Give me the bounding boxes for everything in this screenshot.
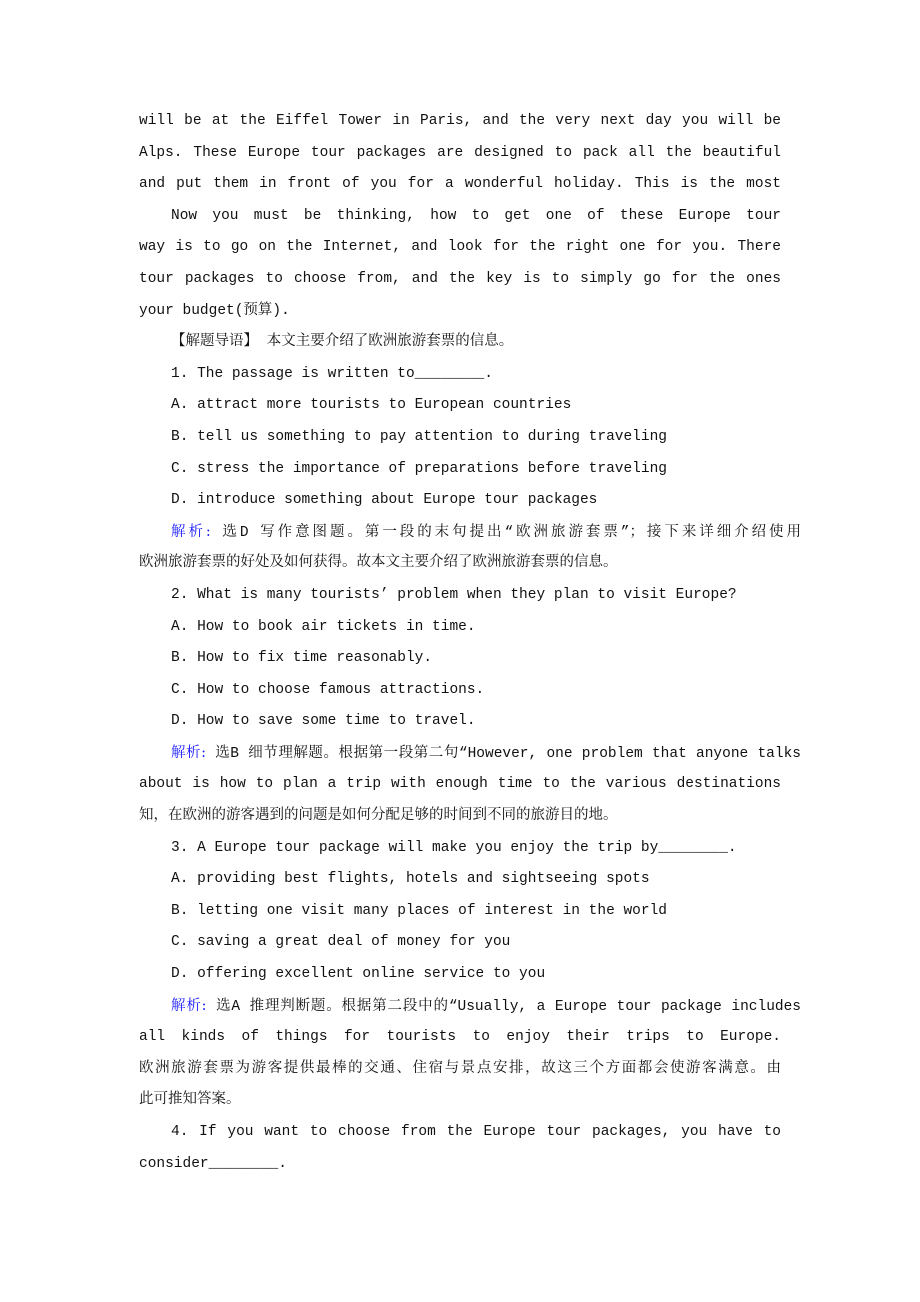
text-line (139, 359, 801, 391)
text-line (139, 612, 801, 644)
text-line (139, 959, 801, 991)
answer-explanation-line (139, 738, 801, 770)
line-text: about is how to plan a trip with enough time to the various destinations (139, 776, 781, 793)
text-line (139, 169, 781, 201)
text-line (139, 454, 801, 486)
text-line (139, 643, 801, 675)
explanation-label: 解析: (171, 523, 211, 540)
text-line (139, 864, 801, 896)
text-line (139, 548, 801, 580)
line-text: D. introduce something about Europe tour packages (171, 492, 598, 509)
line-text: B. How to fix time reasonably. (171, 650, 433, 667)
line-text: 2. What is many tourists’ problem when they plan to visit Europe? (171, 586, 737, 603)
text-line (139, 264, 781, 296)
line-text: A. providing best flights, hotels and sightseeing spots (171, 871, 650, 888)
text-line (139, 1085, 801, 1117)
text-line (139, 833, 801, 865)
text-line (139, 201, 781, 233)
line-text: 知，在欧洲的游客遇到的问题是如何分配足够的时间到不同的旅游目的地。 (139, 808, 618, 825)
line-text: Now you must be thinking, how to get one of these Europe tour (171, 207, 781, 224)
line-text: 4. If you want to choose from the Europe tour packages, you have to (171, 1124, 781, 1140)
document-page (139, 106, 801, 1180)
text-line (139, 327, 801, 359)
line-text: 选A 推理判断题。根据第二段中的“Usually, a Europe tour package includes (206, 998, 801, 1015)
text-line (139, 1022, 781, 1054)
line-text: will be at the Eiffel Tower in Paris, and the very next day you will be (139, 113, 781, 129)
line-text: 选D 写作意图题。第一段的末句提出“欧洲旅游套票”；接下来详细介绍使用 (210, 524, 801, 541)
text-line (139, 801, 801, 833)
line-text: and put them in front of you for a wonderful holiday. This is the most (139, 176, 781, 193)
answer-explanation-line (139, 991, 801, 1023)
line-text: B. letting one visit many places of interest in the world (171, 902, 667, 919)
line-text: D. How to save some time to travel. (171, 713, 476, 730)
line-text: A. attract more tourists to European countries (171, 397, 572, 414)
text-line (139, 675, 801, 707)
text-line (139, 769, 781, 801)
line-text: way is to go on the Internet, and look for the right one for you. There (139, 239, 781, 256)
line-text: B. tell us something to pay attention to during traveling (171, 428, 667, 445)
text-line (139, 896, 801, 928)
line-text: 3. A Europe tour package will make you enjoy the trip by________. (171, 839, 737, 856)
text-line (139, 706, 801, 738)
text-line (139, 580, 801, 612)
text-line (139, 422, 801, 454)
line-text: 欧洲旅游套票为游客提供最棒的交通、住宿与景点安排，故这三个方面都会使游客满意。由 (139, 1060, 781, 1077)
line-text: C. stress the importance of preparations before traveling (171, 460, 667, 477)
line-text: your budget(预算). (139, 302, 290, 319)
line-text: 1. The passage is written to________. (171, 365, 493, 382)
text-line (139, 1117, 781, 1149)
line-text: 选B 细节理解题。根据第一段第二句“However, one problem that anyone talks (205, 745, 801, 762)
text-line (139, 232, 781, 264)
line-text: C. saving a great deal of money for you (171, 934, 511, 951)
text-line (139, 1149, 801, 1181)
text-line (139, 927, 801, 959)
line-text: Alps. These Europe tour packages are designed to pack all the beautiful (139, 144, 781, 161)
text-line (139, 1054, 781, 1086)
text-line (139, 485, 801, 517)
explanation-label: 解析: (171, 744, 206, 761)
line-text: tour packages to choose from, and the key is to simply go for the ones (139, 270, 781, 287)
line-text: 【解题导语】 本文主要介绍了欧洲旅游套票的信息。 (171, 334, 514, 351)
answer-explanation-line (139, 517, 801, 549)
line-text: all kinds of things for tourists to enjoy their trips to Europe. (139, 1029, 781, 1046)
line-text: C. How to choose famous attractions. (171, 681, 485, 698)
text-line (139, 296, 801, 328)
explanation-label: 解析: (171, 997, 207, 1014)
line-text: D. offering excellent online service to you (171, 966, 546, 983)
line-text: A. How to book air tickets in time. (171, 618, 476, 635)
text-line (139, 390, 801, 422)
line-text: 此可推知答案。 (139, 1092, 241, 1109)
text-line (139, 138, 781, 170)
text-line (139, 106, 781, 138)
line-text: consider________. (139, 1155, 287, 1172)
line-text: 欧洲旅游套票的好处及如何获得。故本文主要介绍了欧洲旅游套票的信息。 (139, 555, 618, 572)
